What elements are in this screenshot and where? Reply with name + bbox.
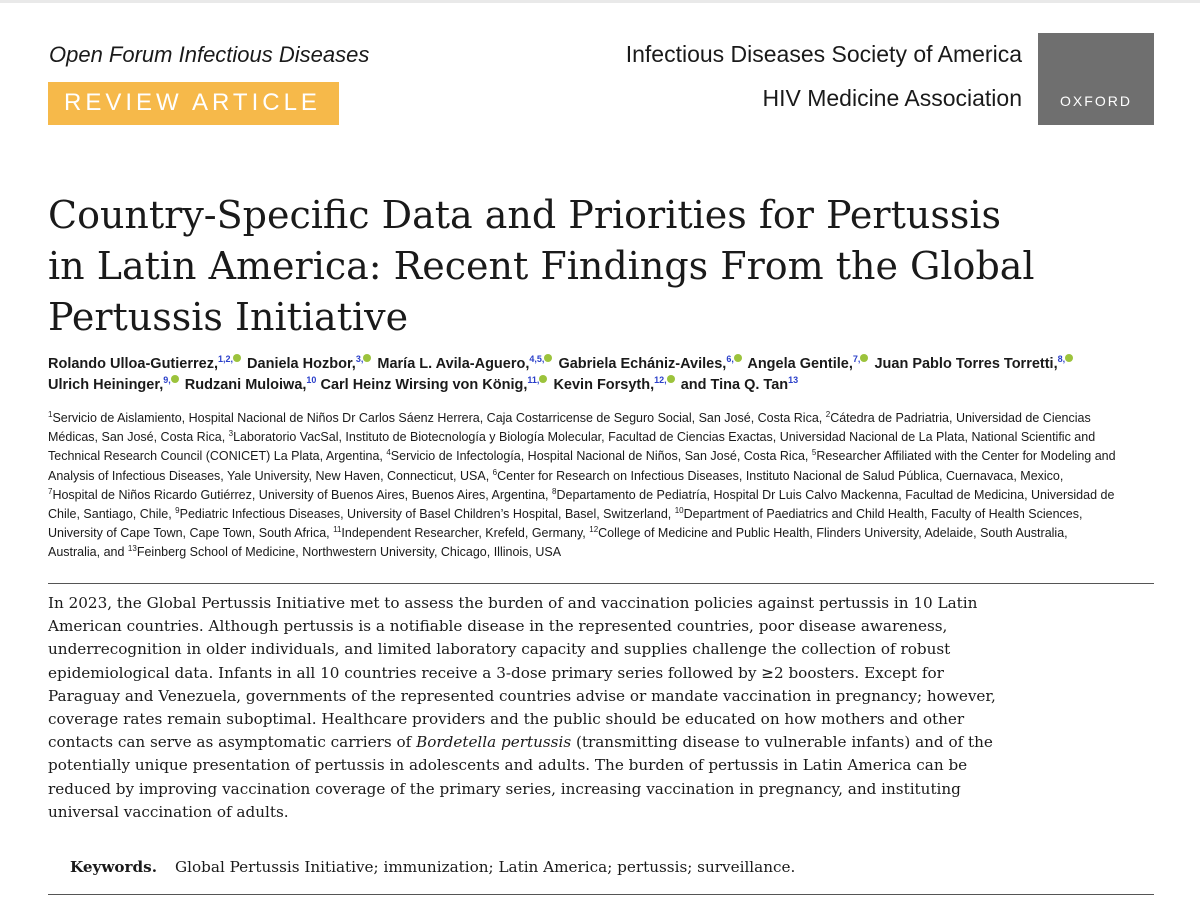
publisher-logo xyxy=(1038,33,1154,125)
author[interactable] xyxy=(874,356,1075,372)
society-name-hivma: HIV Medicine Association xyxy=(762,85,1022,111)
author[interactable] xyxy=(558,356,743,372)
species-name: Bordetella pertussis xyxy=(416,733,572,752)
keywords-label: Keywords. xyxy=(70,858,158,876)
affiliation-line xyxy=(48,505,1168,524)
author[interactable] xyxy=(247,356,373,372)
abstract-line: American countries. Although pertussis is a notifiable disease in the represented countries, poor disease awareness, xyxy=(48,617,948,636)
author-line xyxy=(48,375,1158,396)
keywords-text: Global Pertussis Initiative; immunization; Latin America; pertussis; surveillance. xyxy=(175,858,796,876)
author[interactable] xyxy=(185,377,317,393)
abstract xyxy=(48,592,1158,824)
affil-text: Researcher Affiliated with the Center for Modeling and xyxy=(816,449,1116,464)
affiliation-line xyxy=(48,467,1168,486)
author-affil-ref: 8, xyxy=(1057,354,1066,364)
affiliation-line xyxy=(48,524,1168,543)
orcid-icon[interactable] xyxy=(171,375,179,383)
affiliation-line xyxy=(48,486,1168,505)
author-name: María L. Avila-Aguero, xyxy=(377,356,530,372)
author[interactable] xyxy=(681,377,798,393)
affil-text: Department of Paediatrics and Child Health, Faculty of Health Sciences, xyxy=(683,507,1083,522)
affil-text: Independent Researcher, Krefeld, Germany, xyxy=(341,526,590,541)
affil-number: 11 xyxy=(333,525,342,535)
affil-text: Servicio de Infectología, Hospital Nacional de Niños, San José, Costa Rica, xyxy=(390,449,812,464)
abstract-line: Paraguay and Venezuela, governments of the represented countries advise or mandate vaccination in pregnancy; however, xyxy=(48,686,996,705)
orcid-icon[interactable] xyxy=(363,354,371,362)
author-list xyxy=(48,354,1158,396)
affil-number: 4 xyxy=(386,448,391,458)
orcid-icon[interactable] xyxy=(860,354,868,362)
affiliation-line xyxy=(48,409,1168,428)
affil-number: 12 xyxy=(589,525,599,535)
author-affil-ref: 1,2, xyxy=(218,354,234,364)
author-name: Rolando Ulloa-Gutierrez, xyxy=(48,356,218,372)
orcid-icon[interactable] xyxy=(1065,354,1073,362)
affil-number: 10 xyxy=(674,506,684,516)
author-line xyxy=(48,354,1158,375)
orcid-icon[interactable] xyxy=(667,375,675,383)
affil-number: 7 xyxy=(48,486,53,496)
affil-text: Médicas, San José, Costa Rica, xyxy=(48,430,229,445)
author-affil-ref: 4,5, xyxy=(529,354,545,364)
affiliation-line xyxy=(48,447,1168,466)
article-title xyxy=(48,190,1148,343)
author-name: and Tina Q. Tan xyxy=(680,377,789,393)
divider xyxy=(48,894,1154,895)
affil-text: Feinberg School of Medicine, Northwestern University, Chicago, Illinois, USA xyxy=(136,545,562,560)
abstract-line: underrecognition in older individuals, and limited laboratory capacity and supplies challenge the collection of robust xyxy=(48,640,951,659)
author[interactable] xyxy=(48,356,243,372)
affil-text: Australia, and xyxy=(48,545,128,560)
keywords xyxy=(70,858,795,876)
journal-name: Open Forum Infectious Diseases xyxy=(49,42,370,67)
affil-text: Cátedra de Padriatria, Universidad de Ciencias xyxy=(830,411,1091,425)
affil-text: Pediatric Infectious Diseases, University of Basel Children’s Hospital, Basel, Switzerland, xyxy=(179,507,675,522)
affil-number: 6 xyxy=(492,467,498,477)
affil-number: 9 xyxy=(175,506,180,516)
abstract-line: reduced by improving vaccination coverage of the primary series, increasing vaccination in pregnancy, and instituting xyxy=(48,779,961,798)
title-line: Country-Specific Data and Priorities for Pertussis xyxy=(48,193,1001,237)
affil-text: Technical Research Council (CONICET) La Plata, Argentina, xyxy=(48,449,387,464)
abstract-text: (transmitting disease to vulnerable infants) and of the xyxy=(571,733,993,752)
author-name: Kevin Forsyth, xyxy=(553,377,655,393)
author-affil-ref: 11, xyxy=(527,375,540,385)
affil-number: 8 xyxy=(552,486,557,496)
article-type-badge xyxy=(48,82,339,125)
affil-number: 3 xyxy=(228,429,234,439)
author-name: Ulrich Heininger, xyxy=(48,377,164,393)
top-border xyxy=(0,0,1200,3)
article-type-label: REVIEW ARTICLE xyxy=(64,89,321,116)
title-line: in Latin America: Recent Findings From the Global xyxy=(48,244,1035,288)
geq-symbol: ≥ xyxy=(761,663,774,682)
author[interactable] xyxy=(320,377,549,393)
abstract-line: coverage rates remain suboptimal. Healthcare providers and the public should be educated on how mothers and other xyxy=(48,710,965,729)
affil-text: Departamento de Pediatría, Hospital Dr Luis Calvo Mackenna, Facultad de Medicina, Universidad de xyxy=(556,487,1115,502)
abstract-text: contacts can serve as asymptomatic carriers of xyxy=(48,733,417,752)
orcid-icon[interactable] xyxy=(233,354,241,362)
author-affil-ref: 12, xyxy=(654,375,667,385)
abstract-line xyxy=(48,662,1158,685)
affiliation-line xyxy=(48,428,1168,447)
title-line: Pertussis Initiative xyxy=(48,295,409,339)
author[interactable] xyxy=(377,356,554,372)
author-name: Gabriela Echániz-Aviles, xyxy=(558,356,727,372)
orcid-icon[interactable] xyxy=(539,375,547,383)
author-affil-ref: 7, xyxy=(852,354,861,364)
affil-text: Laboratorio VacSal, Instituto de Biotecnología y Biología Molecular, Facultad de Ciencias Exactas, Universidad Nacional de La Plata, National Scientific and xyxy=(233,430,1096,445)
author-name: Rudzani Muloiwa, xyxy=(184,377,307,393)
author-affil-ref: 9, xyxy=(163,375,171,385)
author-name: Angela Gentile, xyxy=(747,356,853,372)
affil-number: 2 xyxy=(825,410,831,419)
author-affil-ref: 6, xyxy=(726,354,734,364)
publisher-name: OXFORD xyxy=(1060,93,1132,109)
divider xyxy=(48,583,1154,584)
affiliations xyxy=(48,409,1168,563)
orcid-icon[interactable] xyxy=(544,354,552,362)
author-name: Carl Heinz Wirsing von König, xyxy=(320,377,528,393)
abstract-line: universal vaccination of adults. xyxy=(48,802,289,821)
affiliation-line xyxy=(48,543,1168,562)
author-affil-ref: 13 xyxy=(788,375,799,385)
society-name-idsa: Infectious Diseases Society of America xyxy=(625,41,1022,67)
author[interactable] xyxy=(48,377,181,393)
abstract-line: In 2023, the Global Pertussis Initiative met to assess the burden of and vaccination policies against pertussis in 10 Latin xyxy=(48,594,978,612)
author-name: Daniela Hozbor, xyxy=(247,356,356,372)
affil-number: 1 xyxy=(48,410,53,419)
orcid-icon[interactable] xyxy=(734,354,742,362)
affil-text: Analysis of Infectious Diseases, Yale University, New Haven, Connecticut, USA, xyxy=(48,468,493,483)
affil-text: College of Medicine and Public Health, Flinders University, Adelaide, South Australia, xyxy=(598,526,1068,541)
affil-text: University of Cape Town, Cape Town, South Africa, xyxy=(48,526,334,541)
author-affil-ref: 10 xyxy=(306,375,317,385)
affil-text: Center for Research on Infectious Diseases, Instituto Nacional de Salud Pública, Cuernavaca, Mexico, xyxy=(497,468,1064,483)
abstract-line: potentially unique presentation of pertussis in adolescents and adults. The burden of pertussis in Latin America can be xyxy=(48,756,968,775)
affil-number: 5 xyxy=(811,448,817,458)
affil-text: Chile, Santiago, Chile, xyxy=(48,507,176,522)
affil-number: 13 xyxy=(127,544,137,554)
author[interactable] xyxy=(747,356,870,372)
author[interactable] xyxy=(553,377,676,393)
affil-text: Hospital de Niños Ricardo Gutiérrez, University of Buenos Aires, Buenos Aires, Argentina, xyxy=(52,487,553,502)
affil-text: Servicio de Aislamiento, Hospital Nacional de Niños Dr Carlos Sáenz Herrera, Caja Costarricense de Seguro Social, San José, Costa Rica, xyxy=(52,411,826,425)
abstract-line xyxy=(48,731,1158,754)
author-affil-ref: 3, xyxy=(355,354,364,364)
abstract-text: epidemiological data. Infants in all 10 countries receive a 3-dose primary series followed by xyxy=(48,663,762,682)
abstract-text: 2 boosters. Except for xyxy=(773,663,944,682)
author-name: Juan Pablo Torres Torretti, xyxy=(874,356,1058,372)
